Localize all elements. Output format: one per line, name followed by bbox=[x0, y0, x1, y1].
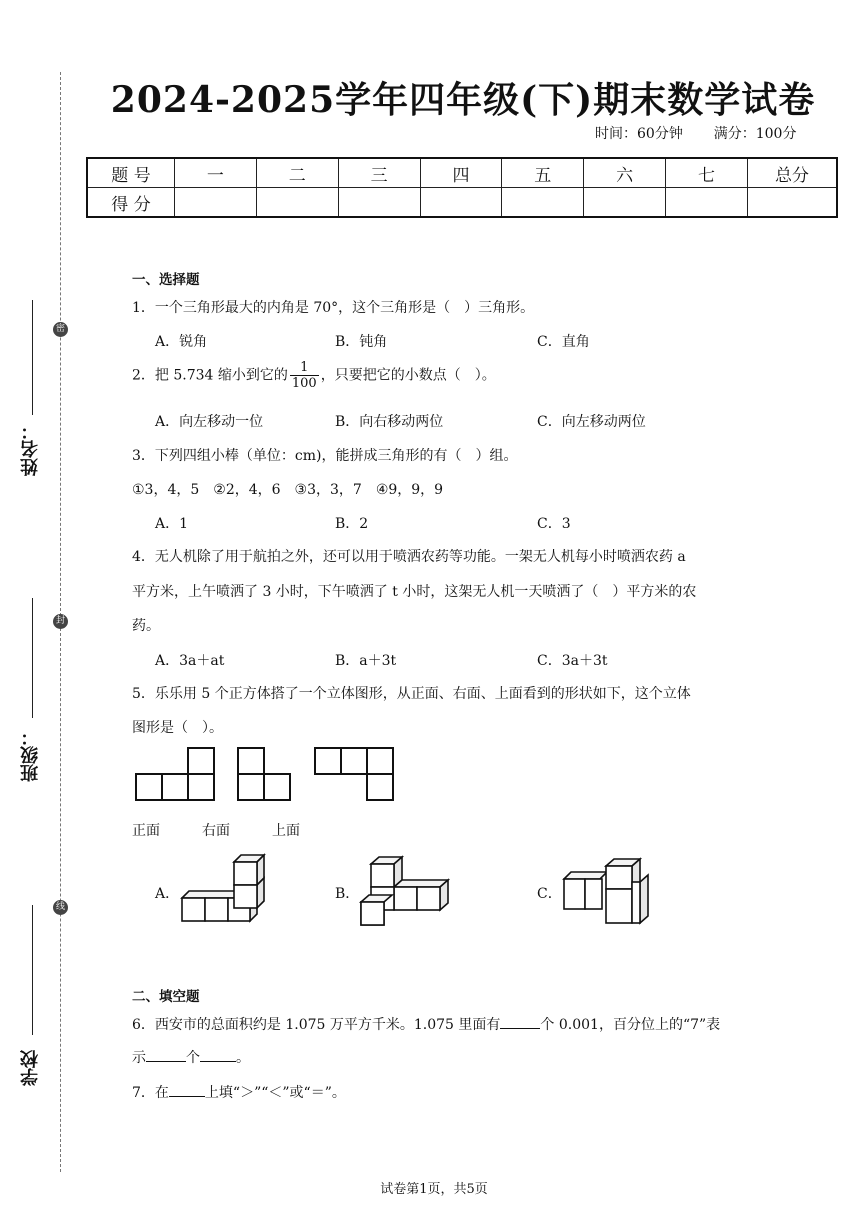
score-input-cell[interactable] bbox=[502, 188, 584, 218]
top-view-label: 上面 bbox=[272, 823, 300, 839]
name-fill-line[interactable] bbox=[32, 300, 33, 415]
q2-text-after: ，只要把它的小数点（ ）。 bbox=[320, 367, 496, 384]
option-b-solid[interactable] bbox=[355, 852, 455, 928]
score-input-cell[interactable] bbox=[584, 188, 666, 218]
q7-text-b: 上填“＞”“＜”或“＝”。 bbox=[204, 1085, 346, 1101]
q5-option-a[interactable]: A． bbox=[155, 886, 180, 902]
question-4-line-1: 4．无人机除了用于航拍之外，还可以用于喷洒农药等功能。一架无人机每小时喷洒农药 a bbox=[132, 549, 686, 565]
q2-text-before: 2．把 5.734 缩小到它的 bbox=[132, 367, 288, 384]
score-table bbox=[86, 157, 838, 218]
q1-option-a[interactable]: A．锐角 bbox=[155, 334, 208, 350]
q6-text-b: 个 0.001，百分位上的“7”表 bbox=[540, 1017, 721, 1033]
top-view-figure bbox=[315, 748, 393, 800]
q3-option-a[interactable]: A．1 bbox=[155, 516, 189, 532]
question-6-line-1 bbox=[132, 1014, 720, 1034]
score-table-header-row bbox=[87, 158, 837, 188]
q2-option-a[interactable]: A．向左移动一位 bbox=[155, 414, 264, 430]
score-table-cell: 四 bbox=[420, 158, 502, 188]
q6-text-e: 。 bbox=[236, 1050, 250, 1066]
page-footer: 试卷第1页，共5页 bbox=[380, 1182, 488, 1197]
question-4-line-3: 药。 bbox=[132, 618, 160, 634]
question-3: 3．下列四组小棒（单位：cm)，能拼成三角形的有（ ）组。 bbox=[132, 448, 518, 464]
q4-option-c[interactable]: C．3a＋3t bbox=[537, 653, 608, 669]
score-input-cell[interactable] bbox=[666, 188, 748, 218]
full-score: 满分：100分 bbox=[713, 126, 797, 142]
class-label: 班级： bbox=[20, 728, 41, 782]
q6-blank-2[interactable] bbox=[146, 1049, 186, 1062]
q7-blank[interactable] bbox=[169, 1084, 205, 1097]
cube-stack-b bbox=[361, 857, 448, 925]
q7-text-a: 7．在 bbox=[132, 1085, 169, 1101]
right-view-figure bbox=[238, 748, 290, 800]
q1-option-c[interactable]: C．直角 bbox=[537, 334, 590, 350]
school-fill-line[interactable] bbox=[32, 905, 33, 1035]
score-row-label: 得 分 bbox=[87, 188, 175, 218]
question-5-line-1: 5．乐乐用 5 个正方体搭了一个立体图形，从正面、右面、上面看到的形状如下，这个立体 bbox=[132, 686, 691, 702]
question-5-line-2: 图形是（ ）。 bbox=[132, 720, 223, 736]
q4-option-b[interactable]: B．a＋3t bbox=[335, 653, 397, 669]
school-label: 学校 bbox=[20, 1050, 41, 1086]
q6-text-c: 示 bbox=[132, 1050, 146, 1066]
q6-blank-1[interactable] bbox=[500, 1016, 540, 1029]
cube-stack-c bbox=[564, 859, 648, 923]
section-1-title: 一、选择题 bbox=[132, 272, 200, 288]
score-table-cell: 二 bbox=[256, 158, 338, 188]
q3-option-b[interactable]: B．2 bbox=[335, 516, 369, 532]
q1-option-b[interactable]: B．钝角 bbox=[335, 334, 388, 350]
option-a-solid[interactable] bbox=[170, 852, 300, 928]
score-table-cell: 总分 bbox=[748, 158, 838, 188]
exam-meta bbox=[595, 123, 796, 143]
fraction-numerator: 1 bbox=[290, 360, 319, 376]
right-view-label: 右面 bbox=[202, 823, 230, 839]
seal-mi-icon: 密 bbox=[53, 322, 68, 337]
score-table-cell: 三 bbox=[338, 158, 420, 188]
score-table-cell: 七 bbox=[666, 158, 748, 188]
question-2 bbox=[132, 360, 496, 391]
score-table-cell: 题 号 bbox=[87, 158, 175, 188]
question-7 bbox=[132, 1082, 346, 1102]
q3-stick-groups: ①3，4，5 ②2，4，6 ③3，3，7 ④9，9，9 bbox=[132, 482, 444, 498]
q6-blank-3[interactable] bbox=[200, 1049, 236, 1062]
q3-option-c[interactable]: C．3 bbox=[537, 516, 571, 532]
q4-option-a[interactable]: A．3a＋at bbox=[155, 653, 225, 669]
question-4-line-2: 平方米，上午喷洒了 3 小时，下午喷洒了 t 小时，这架无人机一天喷洒了（ ）平方米的农 bbox=[132, 584, 697, 600]
q5-option-b[interactable]: B． bbox=[335, 886, 360, 902]
three-views-diagram bbox=[130, 742, 400, 808]
front-view-figure bbox=[136, 748, 214, 800]
q6-text-d: 个 bbox=[186, 1050, 200, 1066]
page-title: 2024-2025学年四年级(下)期末数学试卷 bbox=[110, 79, 816, 121]
seal-xian-icon: 线 bbox=[53, 900, 68, 915]
q2-option-c[interactable]: C．向左移动两位 bbox=[537, 414, 646, 430]
score-input-cell[interactable] bbox=[256, 188, 338, 218]
score-table-cell: 一 bbox=[175, 158, 257, 188]
score-table-score-row bbox=[87, 188, 837, 218]
time-limit: 时间：60分钟 bbox=[595, 126, 683, 142]
question-6-line-2 bbox=[132, 1047, 250, 1067]
class-fill-line[interactable] bbox=[32, 598, 33, 718]
q5-option-c[interactable]: C． bbox=[537, 886, 562, 902]
q2-option-b[interactable]: B．向右移动两位 bbox=[335, 414, 444, 430]
section-2-title: 二、填空题 bbox=[132, 989, 200, 1005]
score-table-cell: 六 bbox=[584, 158, 666, 188]
question-1: 1．一个三角形最大的内角是 70°，这个三角形是（ ）三角形。 bbox=[132, 300, 535, 316]
fraction-denominator: 100 bbox=[291, 376, 317, 391]
option-c-solid[interactable] bbox=[558, 852, 658, 928]
score-input-cell[interactable] bbox=[748, 188, 838, 218]
seal-feng-icon: 封 bbox=[53, 614, 68, 629]
fraction-one-hundredth bbox=[290, 360, 319, 391]
name-label: 姓名： bbox=[20, 422, 41, 476]
q6-text-a: 6．西安市的总面积约是 1.075 万平方千米。1.075 里面有 bbox=[132, 1017, 501, 1033]
score-table-cell: 五 bbox=[502, 158, 584, 188]
score-input-cell[interactable] bbox=[175, 188, 257, 218]
cube-stack-a bbox=[182, 855, 264, 921]
score-input-cell[interactable] bbox=[338, 188, 420, 218]
front-view-label: 正面 bbox=[132, 823, 160, 839]
score-input-cell[interactable] bbox=[420, 188, 502, 218]
